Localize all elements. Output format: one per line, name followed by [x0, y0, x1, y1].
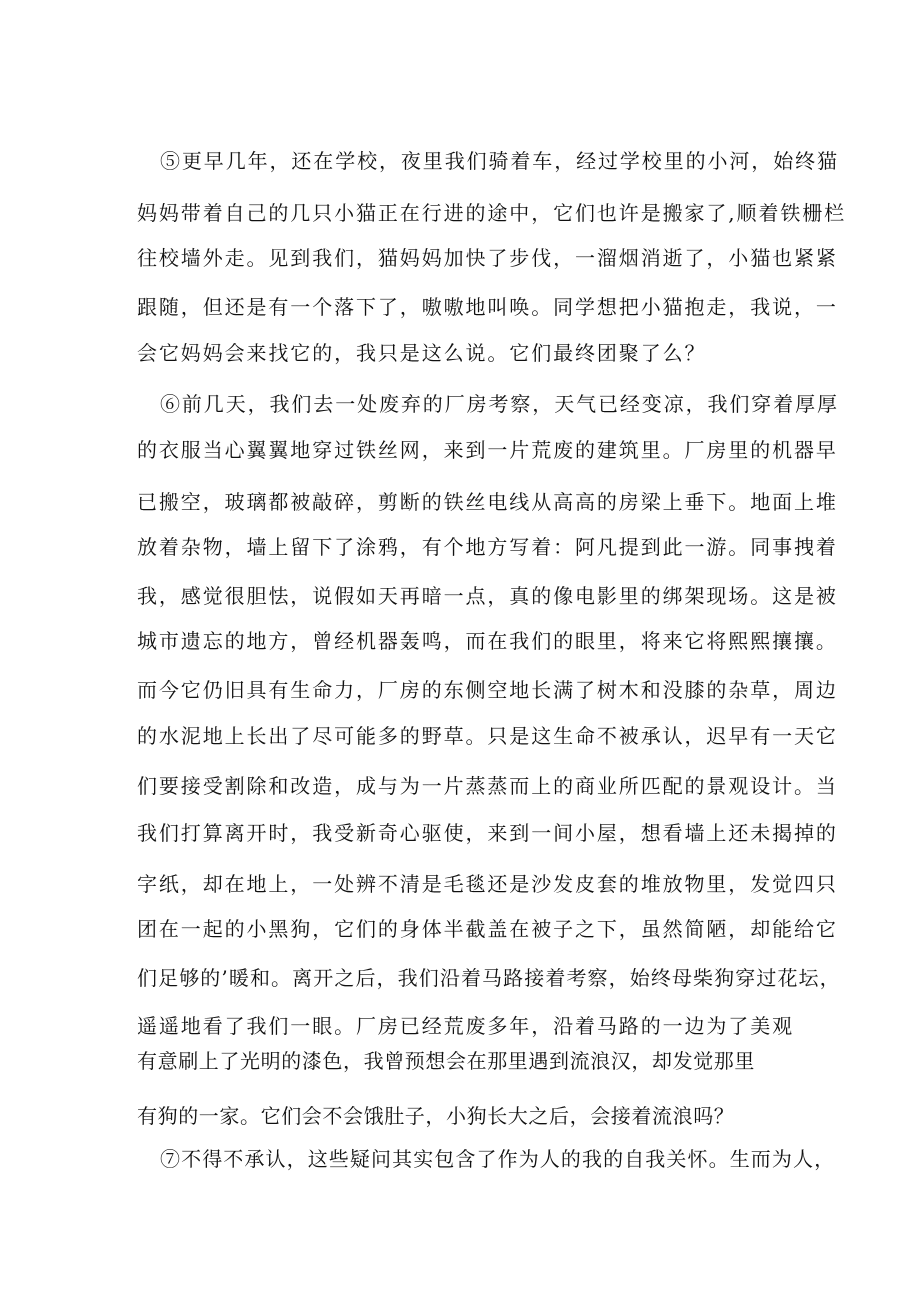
- text-line: ⑦不得不承认，这些疑问其实包含了作为人的我的自我关怀。生而为人，: [160, 1147, 836, 1171]
- text-line: 会它妈妈会来找它的，我只是这么说。它们最终团聚了么？: [137, 341, 707, 365]
- text-line: 而今它仍旧具有生命力，厂房的东侧空地长满了树木和没膝的杂草，周边: [137, 678, 838, 702]
- text-line: 们要接受割除和改造，成与为一片蒸蒸而上的商业所匹配的景观设计。当: [137, 774, 838, 798]
- text-line: 跟随，但还是有一个落下了，嗷嗷地叫唤。同学想把小猫抱走，我说，一: [137, 295, 838, 319]
- text-line: 团在一起的小黑狗，它们的身体半截盖在被子之下，虽然简陋，却能给它: [137, 917, 838, 941]
- text-line: 我，感觉很胆怯，说假如天再暗一点，真的像电影里的绑架现场。这是被: [137, 584, 838, 608]
- text-line: ⑤更早几年，还在学校，夜里我们骑着车，经过学校里的小河，始终猫: [160, 149, 839, 173]
- text-line: 放着杂物，墙上留下了涂鸦，有个地方写着：阿凡提到此一游。同事拽着: [137, 535, 838, 559]
- text-line: ⑥前几天，我们去一处废弃的厂房考察，天气已经变凉，我们穿着厚厚: [160, 392, 839, 416]
- text-line: 字纸，却在地上，一处辨不清是毛毯还是沙发皮套的堆放物里，发觉四只: [137, 872, 838, 896]
- text-line: 们足够的’暖和。离开之后，我们沿着马路接着考察，始终母柴狗穿过花坛，: [137, 966, 841, 990]
- text-line: 已搬空，玻璃都被敲碎，剪断的铁丝电线从高高的房梁上垂下。地面上堆: [137, 490, 838, 514]
- text-line: 的衣服当心翼翼地穿过铁丝网，来到一片荒废的建筑里。厂房里的机器早: [137, 438, 838, 462]
- text-line: 遥遥地看了我们一眼。厂房已经荒废多年，沿着马路的一边为了美观: [137, 1014, 794, 1038]
- text-line: 城市遗忘的地方，曾经机器轰鸣，而在我们的眼里，将来它将熙熙攘攘。: [137, 629, 838, 653]
- text-line: 有意刷上了光明的漆色，我曾预想会在那里遇到流浪汉，却发觉那里: [137, 1049, 755, 1073]
- text-line: 我们打算离开时，我受新奇心驱使，来到一间小屋，想看墙上还未揭掉的: [137, 821, 838, 845]
- text-line: 往校墙外走。见到我们，猫妈妈加快了步伐，一溜烟消逝了，小猫也紧紧: [137, 246, 838, 270]
- text-line: 的水泥地上长出了尽可能多的野草。只是这生命不被承认，迟早有一天它: [137, 724, 838, 748]
- text-line: 有狗的一家。它们会不会饿肚子，小狗长大之后，会接着流浪吗？: [137, 1104, 735, 1128]
- text-line: 妈妈带着自己的几只小猫正在行进的途中，它们也许是搬家了,顺着铁栅栏: [137, 201, 847, 225]
